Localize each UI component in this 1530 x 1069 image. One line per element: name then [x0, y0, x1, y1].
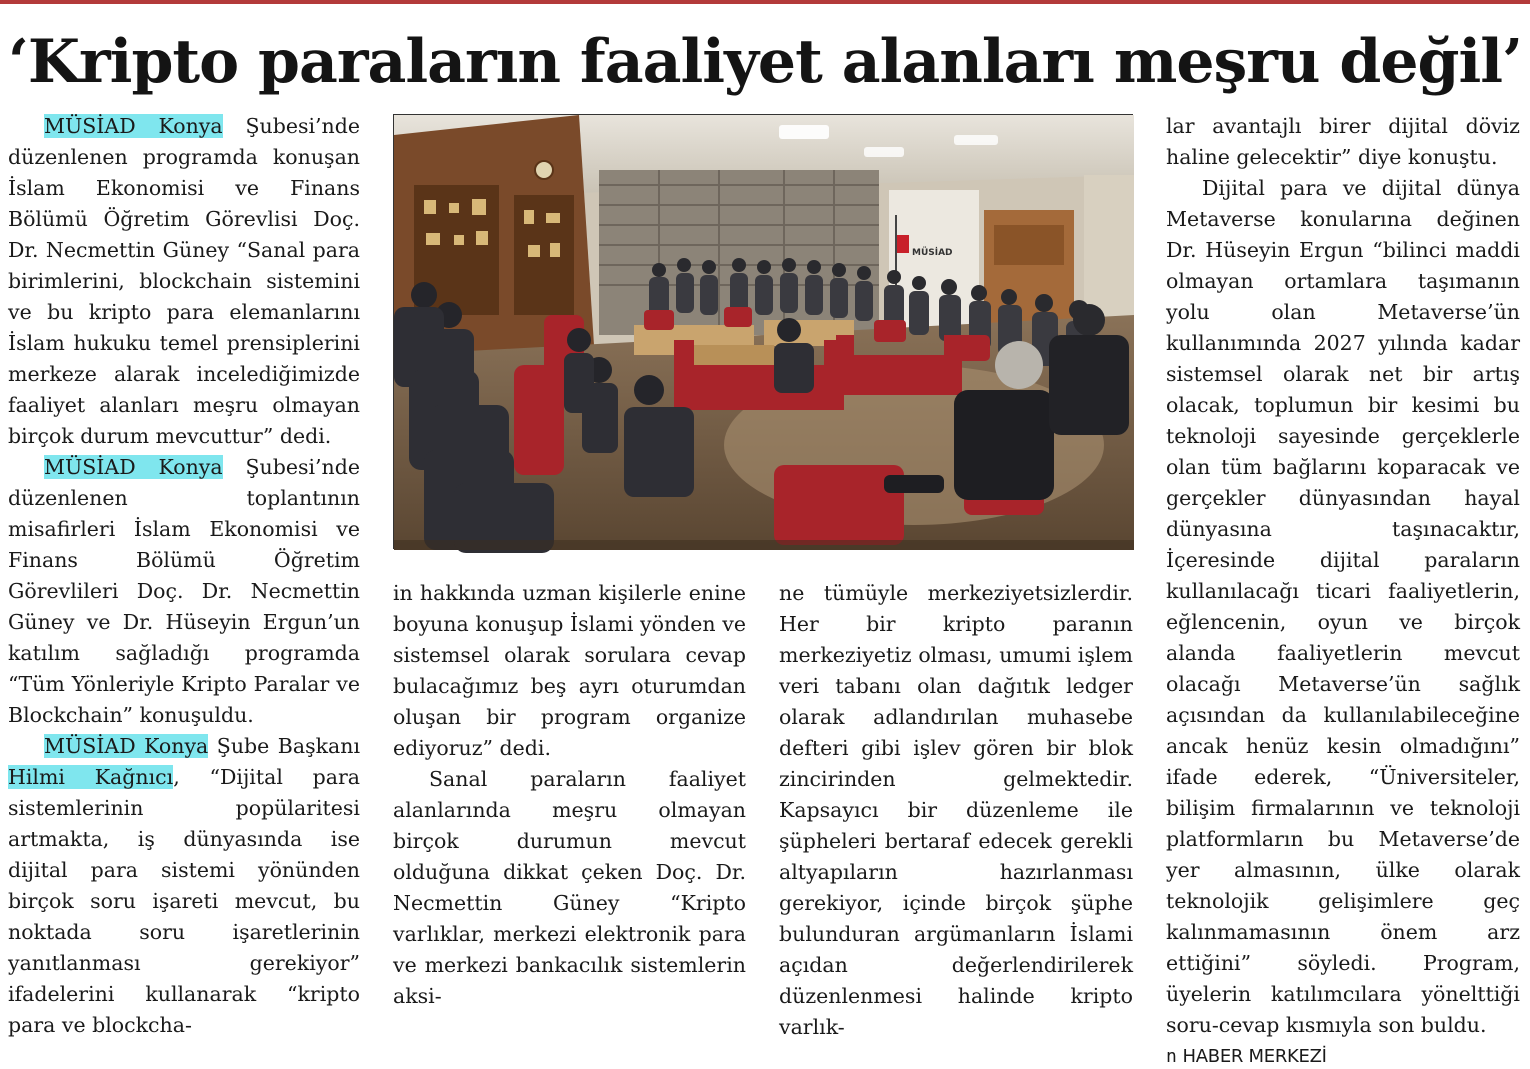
byline	[1166, 1045, 1520, 1069]
highlighted-text: MÜSİAD Konya	[44, 734, 209, 758]
wall-logo-text: MÜSİAD	[912, 248, 953, 258]
paragraph: lar avantajlı birer dijital döviz haline gelecektir” diye konuştu.	[1166, 114, 1520, 169]
top-rule	[0, 0, 1530, 4]
photo-illustration	[394, 115, 1134, 550]
highlighted-text: MÜSİAD Konya	[44, 455, 223, 479]
paragraph-text: Şube Başkanı	[208, 734, 361, 758]
highlighted-text: MÜSİAD Konya	[44, 114, 223, 138]
byline-marker: n	[1166, 1046, 1177, 1067]
paragraph-text: , “Dijital para sistemlerinin popülaritesi artmakta, iş dünyasında ise dijital para sistemi yönünden birçok soru işareti mevcut, bu noktada soru işaretlerinin yanıtlanması gerekiyor” ifadelerini kullanarak “kripto para ve blockcha-	[8, 765, 360, 1037]
paragraph: Sanal paraların faaliyet alanlarında meşru olmayan birçok durumun mevcut olduğuna dikkat çeken Doç. Dr. Necmettin Güney “Kripto varlıklar, merkezi elektronik para ve merkezi bankacılık sistemlerin aksi-	[393, 767, 746, 1008]
paragraph	[8, 731, 360, 1041]
paragraph-text: Şubesi’nde düzenlenen toplantının misafirleri İslam Ekonomisi ve Finans Bölümü Öğretim Görevlileri Doç. Dr. Necmettin Güney ve Dr. Hüseyin Ergun’un katılım sağladığı programda “Tüm Yönleriyle Kripto Paralar ve Blockchain” konuşuldu.	[8, 455, 360, 727]
article-column-2	[393, 578, 746, 1008]
paragraph: ne tümüyle merkeziyetsizlerdir. Her bir kripto paranın merkeziyetiz olması, umumi işlem veri tabanı olan dağıtık ledger olarak adlandırılan muhasebe defteri gibi işlev gören bir blok zincirinden gelmektedir. Kapsayıcı bir düzenleme ile şüpheleri bertaraf edecek gerekli altyapıların hazırlanması gerekiyor, içinde birçok şüphe bulunduran argümanların İslami açıdan değerlendirilerek düzenlenmesi halinde kripto varlık-	[779, 581, 1133, 1039]
paragraph: Dijital para ve dijital dünya Metaverse konularına değinen Dr. Hüseyin Ergun “bilinci maddi olmayan ortamlara taşımanın yolu olan Metaverse’ün kullanımında 2027 yılında kadar sistemsel olarak net bir artış olacak, toplumun bir kesimi bu teknoloji sayesinde gerçeklerle olan tüm bağlarını koparacak ve gerçekler dünyasından hayal dünyasına taşınacaktır, İçeresinde dijital paraların kullanılacağı ticari faaliyetlerin, eğlencenin, oyun ve birçok alanda faaliyetlerin mevcut olacağı Metaverse’ün sağlık açısından da kullanılabileceğine ancak henüz kesin olmadığını” ifade ederek, “Üniversiteler, bilişim firmalarının ve teknoloji platformların bu Metaverse’de yer almasının, ülke olarak teknolojik gelişimlere geç kalınmamasının önem arz ettiğini” söyledi. Program, üyelerin katılımcılara yönelttiği soru-cevap kısmıyla son buldu.	[1166, 176, 1520, 1037]
headline: ‘Kripto paraların faaliyet alanları meşru değil’	[8, 27, 1522, 97]
byline-text: HABER MERKEZİ	[1182, 1046, 1327, 1067]
article-column-1	[8, 111, 361, 1037]
highlighted-name: Hilmi Kağnıcı	[8, 765, 174, 789]
paragraph-text: Şubesi’nde düzenlenen programda konuşan İslam Ekonomisi ve Finans Bölümü Öğretim Görevlisi Doç. Dr. Necmettin Güney “Sanal para birimlerini, blockchain sistemini ve bu kripto para elemanlarını İslam hukuku temel prensiplerini merkeze alarak incelediğimizde faaliyet alanları meşru olmayan birçok durum mevcuttur” dedi.	[8, 114, 360, 448]
article-column-4	[1166, 111, 1520, 1067]
event-photo	[393, 114, 1133, 549]
paragraph: in hakkında uzman kişilerle enine boyuna konuşup İslami yönden ve sistemsel olarak sorulara cevap bulacağımız beş ayrı oturumdan oluşan bir program organize ediyoruz” dedi.	[393, 581, 746, 760]
paragraph	[8, 452, 360, 731]
paragraph	[8, 111, 360, 452]
article-column-3	[779, 578, 1133, 1039]
